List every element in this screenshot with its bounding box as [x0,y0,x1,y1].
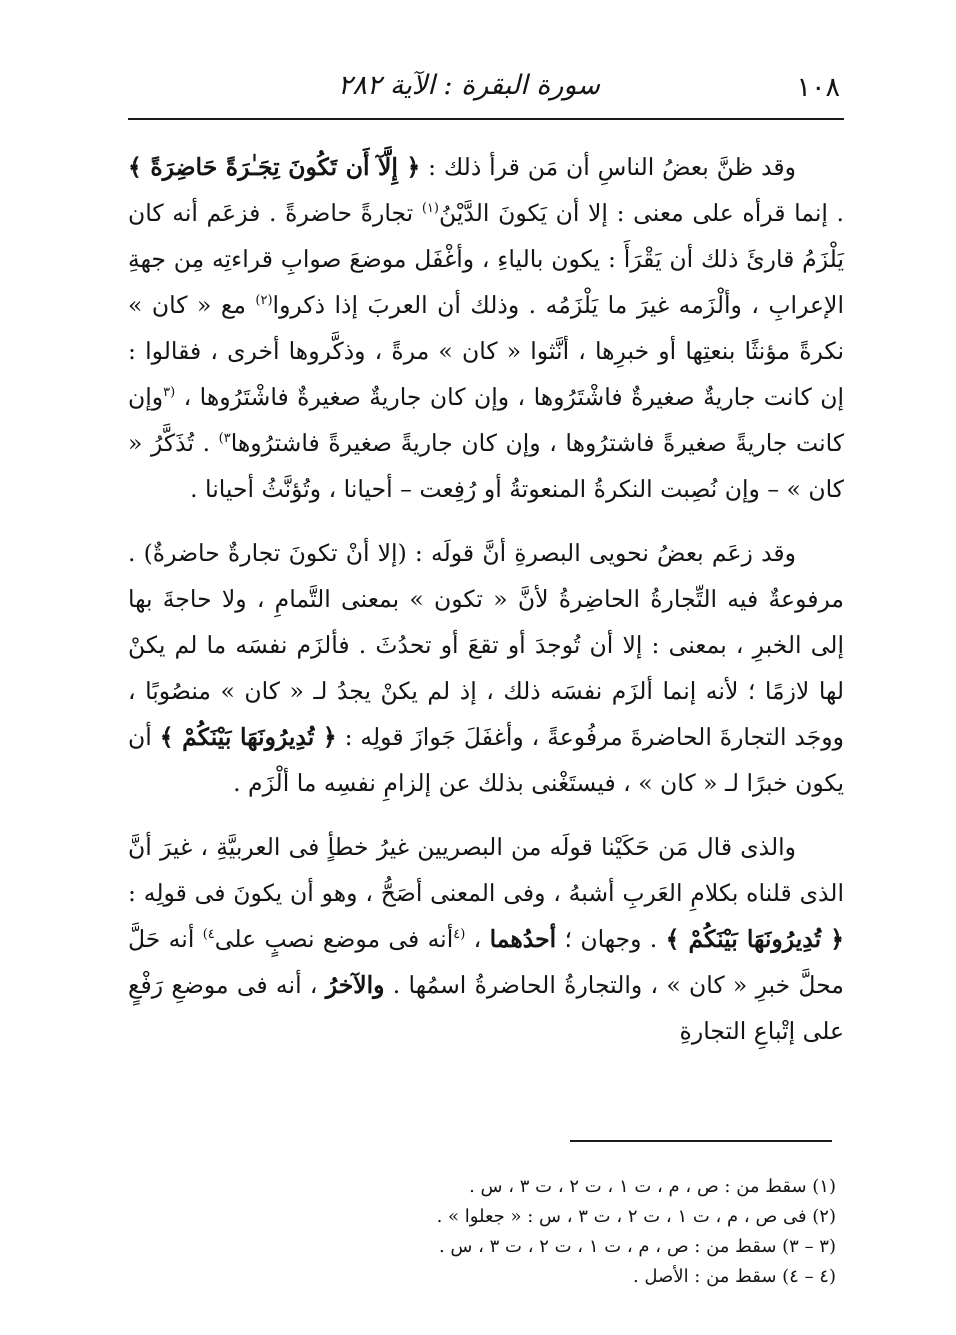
footnote-2: (٢) فى ص ، م ، ت ١ ، ت ٢ ، ت ٣ ، س : « جعلوا » . [436,1206,836,1227]
bold-term: أحدُهما [489,925,557,953]
page-header [128,58,844,110]
footnote-ref: (٤ [453,927,466,943]
text-run: ، [465,925,490,953]
text-run: أنه حَلَّ محلَّ خبرِ « كان » ، والتجارةُ الحاضرةُ اسمُها . [128,925,844,999]
paragraph-2 [128,530,844,806]
page-number: ١٠٨ [796,72,840,103]
text-run: . وجهان ؛ [556,925,666,953]
body-text [128,144,844,1054]
footnote-3: (٣ – ٣) سقط من : ص ، م ، ت ١ ، ت ٢ ، ت ٣ ، س . [438,1236,836,1257]
footnote-ref: (١) [421,201,439,217]
text-run: مع « كان » نكرةً مؤنثًا بنعتِها أو خبرِها ، أنَّثوا « كان » مرةً ، وذكَّروها أخرى ، فقالوا : إن كانت جاريةٌ صغيرةٌ فاشْتَرُوها ، وإن كان جاريةٌ صغيرةٌ فاشْتَرُوها ، [128,291,844,411]
footnote-4: (٤ – ٤) سقط من : الأصل . [632,1266,836,1287]
text-run: . إنما قرأه على معنى : إلا أن يَكونَ الدَّيْنُ [438,199,844,227]
text-run: والذى قال مَن حَكَيْنا قولَه من البصريين غيرُ خطأٍ فى العربيَّةِ ، غيرَ أنَّ الذى قلناه بكلامِ العَربِ أشبهُ ، وفى المعنى أصَحُّ ، وهو أن يكونَ فى قولِه : [128,833,844,907]
paragraph-3 [128,824,844,1054]
text-run: أن يكون خبرًا لـ « كان » ، فيستَغْنى بذلك عن إلزامِ نفسِه ما ألْزَم . [128,723,844,797]
text-run: وقد ظنَّ بعضُ الناسِ أن مَن قرأ ذلك : [420,153,796,181]
header-rule [128,118,844,120]
footnote-ref: (٣ [163,385,176,401]
footnote-1: (١) سقط من : ص ، م ، ت ١ ، ت ٢ ، ت ٣ ، س . [469,1176,836,1197]
footnote-rule [570,1140,832,1142]
quran-quote: ﴿ إِلَّآ أَن تَكُونَ تِجَـٰرَةً حَاضِرَةً ﴾ [128,153,421,181]
paragraph-1 [128,144,844,512]
text-run: ، أنه فى موضعِ رَفْعٍ على إتْباعِ التجارةِ [128,971,844,1045]
quran-quote: ﴿ تُدِيرُونَهَا بَيْنَكُمْ ﴾ [665,925,844,953]
text-run: وإن كانت جاريةً صغيرةً فاشترُوها ، وإن كان جاريةً صغيرةً فاشترُوها [128,383,845,457]
bold-term: والآخرُ [325,971,385,999]
footnotes [128,1172,836,1292]
footnote-ref: (٢) [255,293,273,309]
text-run: وقد زعَم بعضُ نحويى البصرةِ أنَّ قولَه : (إلا أنْ تكونَ تجارةٌ حاضرةٌ) . مرفوعةٌ فيه التِّجارةُ الحاضِرةُ لأنَّ « تكون » بمعنى التَّمامِ ، ولا حاجةَ بها إلى الخبرِ ، بمعنى : إلا أن تُوجدَ أو تقعَ أو تحدُثَ . فألزَم نفسَه ما لم يكنْ لها لازمًا ؛ لأنه إنما ألزَم نفسَه ذلك ، إذ لم يكنْ يجدُ لـ « كان » منصُوبًا ، ووجَد التجارةَ الحاضرةَ مرفُوعةً ، وأغفَلَ جَوازَ قولِه : [128,539,844,751]
footnote-ref: ٤) [202,927,215,943]
footnote-ref: ٣) [218,431,231,447]
text-run: . تُذَكَّرُ « كان » – وإن نُصِبت النكرةُ المنعوتةُ أو رُفِعت – أحيانا ، وتُؤنَّثُ أحيانا . [128,429,844,503]
text-run: أنه فى موضع نصبٍ على [214,925,454,953]
running-title: سورة البقرة : الآية ٢٨٢ [337,70,600,101]
quran-quote: ﴿ تُدِيرُونَهَا بَيْنَكُمْ ﴾ [159,723,337,751]
text-run: تجارةً حاضرةً . فزعَم أنه كان يَلْزَمُ قارئَ ذلك أن يَقْرَأَ : يكون بالياءِ ، وأغْفَل موضعَ صوابِ قراءتِه مِن جهةِ الإعرابِ ، وألْزَمه غيرَ ما يَلْزَمُه . وذلك أن العربَ إذا ذكروا [128,199,844,319]
